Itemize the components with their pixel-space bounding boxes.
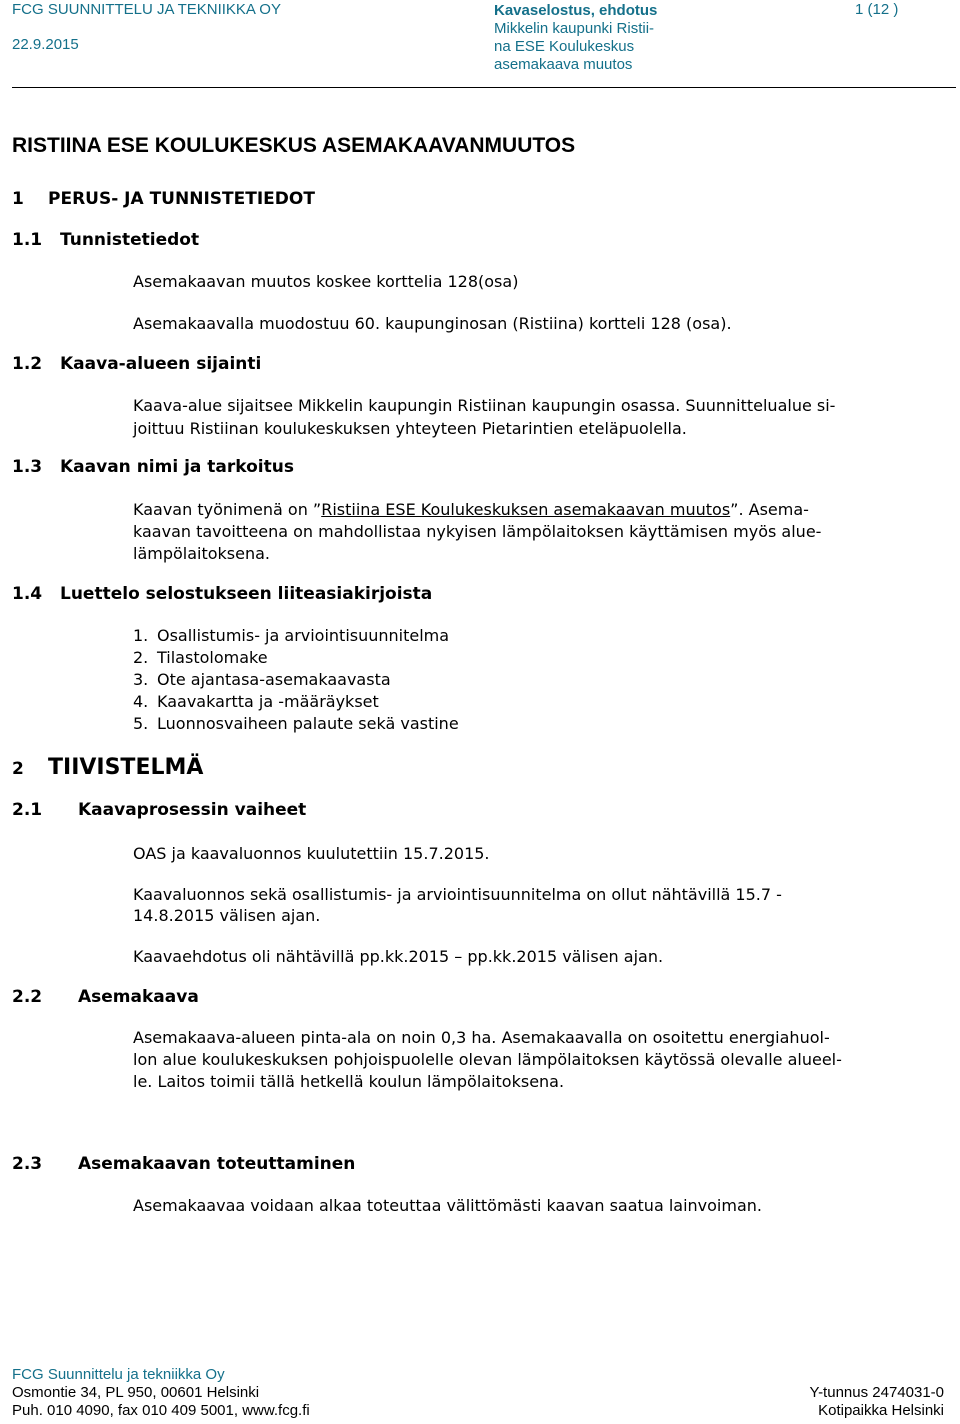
footer-company: FCG Suunnittelu ja tekniikka Oy [12,1366,225,1383]
section-2-3-label: Asemakaavan toteuttaminen [78,1154,356,1174]
section-2-1-heading [12,800,306,820]
section-1-1-number: 1.1 [12,230,43,250]
section-1-1-label: Tunnistetiedot [60,230,200,250]
plan-name-link[interactable]: Ristiina ESE Koulukeskuksen asemakaavan muutos [321,500,731,519]
section-2-heading [12,755,203,780]
s21-paragraph-2-line-1: Kaavaluonnos sekä osallistumis- ja arviointisuunnitelma on ollut nähtävillä 15.7 - [133,885,782,904]
header-divider [12,87,956,88]
header-subject-line-2: na ESE Koulukeskus [494,38,635,55]
list-item [133,691,459,713]
section-1-3-label: Kaavan nimi ja tarkoitus [60,457,294,477]
footer-contact: Puh. 010 4090, fax 010 409 5001, www.fcg.fi [12,1402,310,1419]
header-date: 22.9.2015 [12,36,79,53]
section-1-2-label: Kaava-alueen sijainti [60,354,262,374]
section-1-4-number: 1.4 [12,584,43,604]
s21-paragraph-3: Kaavaehdotus oli nähtävillä pp.kk.2015 – pp.kk.2015 välisen ajan. [133,947,664,966]
section-1-2-heading [12,354,261,374]
list-item-number: 2. [133,648,149,667]
header-company: FCG SUUNNITTELU JA TEKNIIKKA OY [12,1,281,18]
list-item-text: Osallistumis- ja arviointisuunnitelma [157,626,450,645]
list-item-text: Ote ajantasa-asemakaavasta [157,670,391,689]
s13-line-1 [133,499,809,521]
s22-line-1: Asemakaava-alueen pinta-ala on noin 0,3 ha. Asemakaavalla on osoitettu energiahuol- [133,1028,830,1047]
s23-line: Asemakaavaa voidaan alkaa toteuttaa välittömästi kaavan saatua lainvoiman. [133,1196,762,1215]
list-item-text: Luonnosvaiheen palaute sekä vastine [157,714,459,733]
list-item [133,669,459,691]
list-item-text: Tilastolomake [157,648,268,667]
s21-paragraph-1: OAS ja kaavaluonnos kuulutettiin 15.7.2015. [133,844,490,863]
section-2-1-label: Kaavaprosessin vaiheet [78,800,307,820]
section-1-heading [12,189,315,209]
s11-line-2: Asemakaavalla muodostuu 60. kaupunginosan (Ristiina) kortteli 128 (osa). [133,314,732,333]
footer-ytunnus: Y-tunnus 2474031-0 [809,1384,944,1401]
s22-line-2: lon alue koulukeskuksen pohjoispuolelle olevan lämpölaitoksen käytössä olevalle alueel- [133,1050,842,1069]
section-1-3-number: 1.3 [12,457,43,477]
section-1-1-heading [12,230,199,250]
list-item [133,713,459,735]
s12-line-2: joittuu Ristiinan koulukeskuksen yhteyteen Pietarintien eteläpuolella. [133,419,687,438]
list-item-text: Kaavakartta ja -määräykset [157,692,379,711]
section-2-3-heading [12,1154,355,1174]
section-2-2-number: 2.2 [12,987,43,1007]
list-item-number: 5. [133,714,149,733]
s13-line-2: kaavan tavoitteena on mahdollistaa nykyisen lämpölaitoksen käyttämisen myös alue- [133,522,822,541]
section-2-3-number: 2.3 [12,1154,43,1174]
section-2-2-heading [12,987,199,1007]
list-item [133,647,459,669]
s13-line-1-suffix: ”. Asema- [730,500,809,519]
s13-line-1-prefix: Kaavan työnimenä on ” [133,500,322,519]
header-subject-line-3: asemakaava muutos [494,56,633,73]
header-doc-type: Kavaselostus, ehdotus [494,2,658,19]
list-item-number: 3. [133,670,149,689]
section-1-2-number: 1.2 [12,354,43,374]
section-2-2-label: Asemakaava [78,987,199,1007]
list-item [133,625,459,647]
s12-line-1: Kaava-alue sijaitsee Mikkelin kaupungin Ristiinan kaupungin osassa. Suunnittelualue si- [133,396,836,415]
section-1-label: PERUS- JA TUNNISTETIEDOT [48,189,315,209]
page-number: 1 (12 ) [855,1,899,18]
list-item-number: 1. [133,626,149,645]
list-item-number: 4. [133,692,149,711]
document-title: RISTIINA ESE KOULUKESKUS ASEMAKAAVANMUUTOS [12,134,576,157]
section-2-number: 2 [12,759,24,779]
s11-line-1: Asemakaavan muutos koskee korttelia 128(osa) [133,272,519,291]
header-subject-line-1: Mikkelin kaupunki Ristii- [494,20,655,37]
attachment-list [133,625,459,735]
footer-address: Osmontie 34, PL 950, 00601 Helsinki [12,1384,260,1401]
section-1-number: 1 [12,189,24,209]
section-2-label: TIIVISTELMÄ [48,755,204,780]
section-1-4-label: Luettelo selostukseen liiteasiakirjoista [60,584,433,604]
footer-kotipaikka: Kotipaikka Helsinki [818,1402,944,1419]
s21-paragraph-2-line-2: 14.8.2015 välisen ajan. [133,906,321,925]
s13-line-3: lämpölaitoksena. [133,544,271,563]
s22-line-3: le. Laitos toimii tällä hetkellä koulun lämpölaitoksena. [133,1072,565,1091]
section-2-1-number: 2.1 [12,800,43,820]
section-1-3-heading [12,457,294,477]
section-1-4-heading [12,584,432,604]
